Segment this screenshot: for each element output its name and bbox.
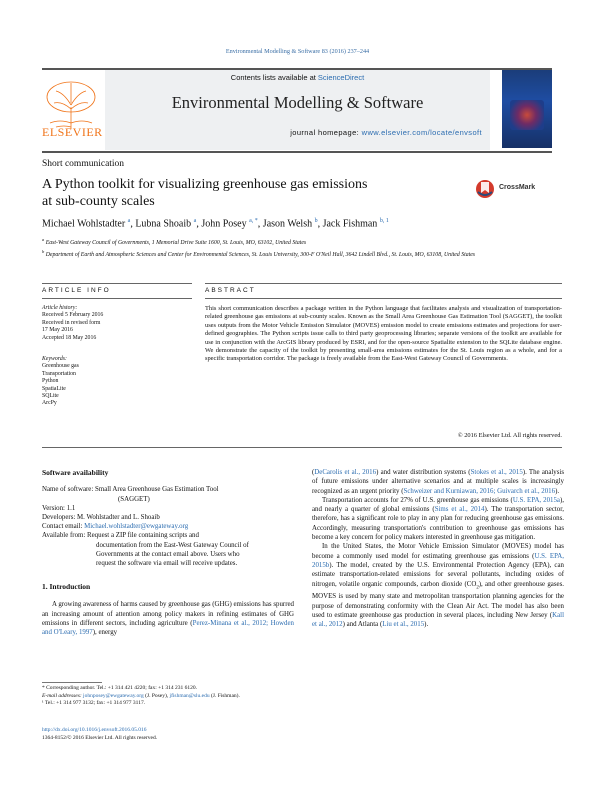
author-list: Michael Wohlstadter $^a$, Lubna Shoaib $^a$, John Posey $^{a, *}$, Jason Welsh $^b$, Jack Fishman $^{b, 1}$ [42,218,389,230]
right-column [312,468,564,629]
paper-title [42,176,462,210]
software-name-cont: (SAGGET) [118,495,150,503]
info-sub-rule [42,298,192,299]
footnote-emails: E-mail addresses: johnposey@ewgateway.org (J. Posey), jfishman@slu.edu (J. Fishman). [42,692,240,699]
left-column [42,468,294,638]
software-developers: Developers: M. Wohlstadter and L. Shoaib [42,513,160,521]
footnotes [42,685,294,708]
history-item: 17 May 2016 [42,327,73,334]
journal-title: Environmental Modelling & Software [171,93,424,112]
keywords-label: Keywords: [42,356,67,363]
crossmark-icon [475,178,495,200]
contents-available [105,73,490,82]
journal-homepage [105,128,490,137]
citation-link[interactable]: U.S. EPA, 2015a [512,496,560,504]
doi-link[interactable]: http://dx.doi.org/10.1016/j.envsoft.2016.05.016 [42,727,147,733]
abstract-bottom-rule [42,447,562,448]
citation-link[interactable]: DeCarolis et al., 2016 [314,469,377,476]
affiliation-item: $^a$ East-West Gateway Council of Governments, 1 Memorial Drive Suite 1600, St. Louis, MO, 63102, United States [42,237,307,246]
author-sup[interactable]: a [127,218,131,224]
software-contact: Contact email: Michael.wohlstadter@ewgateway.org [42,523,189,531]
footnote-phone: ¹ Tel.: +1 314 977 3132; fax: +1 314 977 3117. [42,700,146,706]
contents-prefix: Contents lists available at [230,73,318,82]
journal-cover-thumbnail[interactable] [502,70,552,148]
citation-link[interactable]: Perez-Minana et al., 2012; Howden and O'Leary, 1997 [42,620,294,637]
footnote-corresponding: * Corresponding author. Tel.: +1 314 421 4220; fax: +1 314 231 6120. [42,685,197,691]
citation-link[interactable]: Sims et al., 2014 [434,506,485,514]
article-type: Short communication [42,159,125,169]
title-line-2: at sub-county scales [42,194,155,209]
crossmark-badge[interactable] [475,178,565,200]
article-info-heading: ARTICLE INFO [42,287,111,294]
abstract-sub-rule [205,298,562,299]
cover-art [510,100,544,130]
issn-line: 1364-8152/© 2016 Elsevier Ltd. All rights reserved. [42,734,158,741]
intro-paragraph: A growing awareness of harms caused by greenhouse gas (GHG) emissions has spurred an increasing amount of attention among policy makers in refining estimates of GHG emissions in different sectors, including agriculture (Perez-Minana et al., 2012; Howden and O'Leary, 1997), energy [42,601,294,637]
keyword: SQLite [42,393,59,400]
software-version: Version: 1.1 [42,504,76,512]
email-link[interactable]: johnposey@ewgateway.org [83,692,144,699]
contact-email-link[interactable]: Michael.wohlstadter@ewgateway.org [84,523,189,531]
title-line-1: A Python toolkit for visualizing greenhouse gas emissions [42,177,368,192]
author-sup[interactable]: a, * [249,218,258,224]
abstract-text: This short communication describes a package written in the Python language that facilitates analysis and visualization of transportation-related greenhouse gas emissions at sub-county scales. Known as the Small Area Greenhouse Gas Estimation Tool (SAGGET), the toolkit uses outputs from the Motor Vehicle Emission Simulator (MOVES) emission model to create emissions estimates and projections for user-defined geographies. The Python scripts issue calls to third party geoprocessing libraries; separate versions of the toolkit are available for use in conjunction with the ArcGIS library produced by ESRI, and for the open-source Spatialite extension to the SQLite database engine. We demonstrate the capacity of the toolkit by presenting small-area emissions estimates for the St. Louis region as a whole, and for a specific transportation corridor. The package is freely available from the East-West Gateway Council of Governments. [205,305,562,363]
citation-link[interactable]: Stokes et al., 2015 [470,469,523,476]
author-sup[interactable]: a [193,218,197,224]
footnote-rule [42,682,102,683]
paragraph: (DeCarolis et al., 2016) and water distribution systems (Stokes et al., 2015). The analysis of future emissions under alternative scenarios and at multiple scales is increasingly recognized as an urgent priority (Schweizer and Kurniawan, 2016; Guivarch et al., 2016). [312,469,565,495]
homepage-label: journal homepage: [290,128,362,137]
author-sup[interactable]: b, 1 [379,218,389,224]
citation-link[interactable]: Kall et al., 2012 [312,611,564,629]
crossmark-label: CrossMark [499,184,536,191]
keyword: Python [42,378,59,385]
journal-reference[interactable]: Environmental Modelling & Software 83 (2016) 237–244 [225,48,370,55]
publisher-name: ELSEVIER [42,125,103,139]
keyword: ArcPy [42,400,57,407]
sciencedirect-link[interactable]: ScienceDirect [317,73,365,82]
doi-block [42,727,157,742]
history-item: Accepted 18 May 2016 [42,334,97,341]
software-available: Available from: Request a ZIP file containing scripts and [42,532,199,540]
abstract-heading: ABSTRACT [205,287,256,294]
software-available-cont: documentation from the East-West Gateway Council of [96,541,249,549]
history-item: Received in revised form [42,319,101,326]
introduction-heading: 1. Introduction [42,582,91,592]
author-name[interactable]: Jason Welsh [262,218,313,230]
abstract-top-rule [205,283,562,284]
paragraph: Transportation accounts for 27% of U.S. greenhouse gas emissions (U.S. EPA, 2015a), and nearly a quarter of global emissions (Sims et al., 2014). The transportation sector, therefore, has a significant role to play in any plan for reducing greenhouse gas emissions. Accordingly, measuring transportation's contribution to greenhouse gas emissions has become a key concern for policy makers interested in greenhouse gas mitigation. [312,496,564,542]
header-bottom-rule [42,151,552,153]
software-availability-heading: Software availability [42,468,109,477]
article-info [42,305,192,408]
citation-link[interactable]: U.S. EPA, 2015b [312,552,564,569]
keyword: SpatiaLite [42,385,66,392]
author-sup[interactable]: b [314,218,318,224]
author-name[interactable]: John Posey [201,218,247,230]
author-name[interactable]: Lubna Shoaib [135,218,192,230]
software-name: Name of software: Small Area Greenhouse Gas Estimation Tool [42,486,219,494]
affiliation-item: $^b$ Department of Earth and Atmospheric Sciences and Center for Environmental Sciences, St. Louis University, 300-F O'Neil Hall, 3642 Lindell Blvd., St. Louis, MO, 63108, United States [42,248,476,258]
paragraph: In the United States, the Motor Vehicle Emission Simulator (MOVES) model has become a commonly used model for estimating greenhouse gas emissions (U.S. EPA, 2015b). The model, created by the U.S. Environmental Protection Agency (EPA), can estimate transportation-related emissions for several pollutants, including oxides of nitrogen, volatile organic compounds, carbon dioxide $(CO_2)$, and other greenhouse gases. MOVES is used by many state and metropolitan transportation planning agencies for the purpose of demonstrating conformity with the Clean Air Act. The model has also been used to estimate greenhouse gas production in several places, including New Jersey (Kall et al., 2012) and Atlanta (Liu et al., 2015). [312,543,564,629]
keyword: Transportation [42,370,76,377]
email-link[interactable]: jfishman@slu.edu [169,692,210,699]
software-available-cont: request the software via email will receive updates. [96,559,238,567]
info-top-rule [42,283,192,284]
author-name[interactable]: Jack Fishman [322,218,378,230]
author-name[interactable]: Michael Wohlstadter [42,218,126,230]
citation-link[interactable]: Liu et al., 2015 [382,621,425,629]
keyword: Greenhouse gas [42,363,79,370]
homepage-link[interactable]: www.elsevier.com/locate/envsoft [361,128,482,137]
software-available-cont: Governments at the contact email above. Users who [96,550,240,558]
history-label: Article history: [42,305,78,311]
affiliations [42,236,502,259]
history-item: Received 5 February 2016 [42,312,104,319]
citation-link[interactable]: Schweizer and Kurniawan, 2016; Guivarch et al., 2016 [403,487,556,495]
abstract-copyright: © 2016 Elsevier Ltd. All rights reserved. [457,432,562,439]
